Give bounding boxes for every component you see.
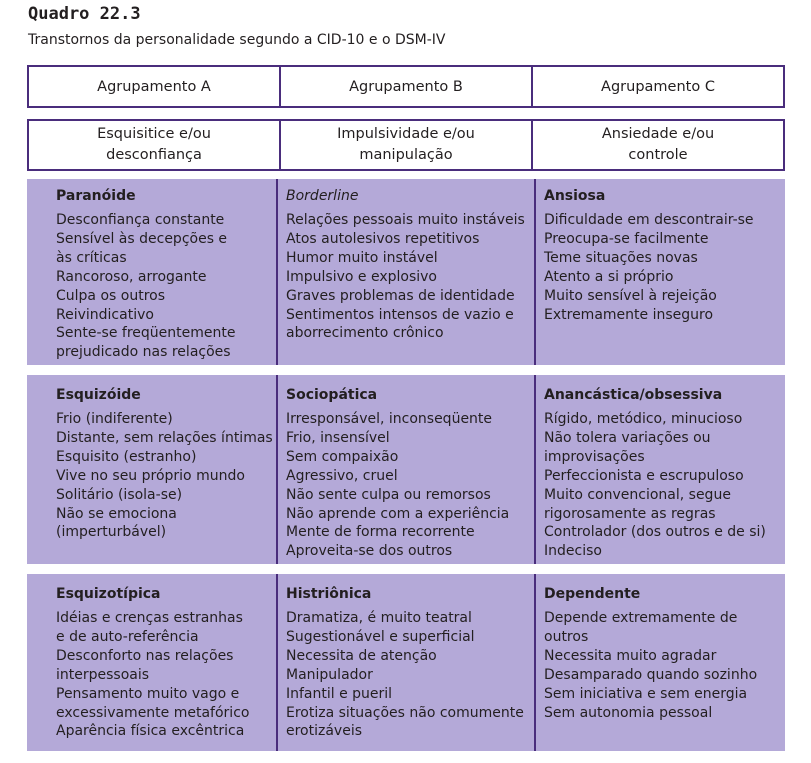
disorder-name: Esquizotípica <box>56 586 161 602</box>
trait-item: Pensamento muito vago e <box>56 685 240 702</box>
trait-item: prejudicado nas relações <box>56 344 231 361</box>
trait-item: Rígido, metódico, minucioso <box>544 411 743 427</box>
trait-item: Atos autolesivos repetitivos <box>286 230 480 247</box>
disorder-sociopatica <box>286 386 509 561</box>
trait-line: Impulsividade e/ou <box>337 126 475 142</box>
trait-item: Humor muito instável <box>286 249 438 266</box>
trait-item: Aparência física excêntrica <box>56 723 245 740</box>
disorder-ansiosa <box>544 187 754 324</box>
disorder-esquizoide <box>56 386 273 542</box>
trait-item: Sem autonomia pessoal <box>544 704 713 721</box>
disorder-name: Borderline <box>286 188 359 204</box>
trait-item: Desamparado quando sozinho <box>544 666 758 683</box>
trait-item: Muito convencional, segue <box>544 486 731 503</box>
trait-item: Teme situações novas <box>544 249 698 266</box>
trait-line: controle <box>628 147 688 163</box>
trait-item: rigorosamente as regras <box>544 505 716 522</box>
group-a-traits <box>28 120 280 170</box>
trait-item: Infantil e pueril <box>286 685 393 702</box>
trait-item: Reivindicativo <box>56 306 154 323</box>
trait-item: improvisações <box>544 448 645 465</box>
trait-item: Irresponsável, inconseqüente <box>286 411 493 427</box>
trait-item: Culpa os outros <box>56 287 165 304</box>
trait-item: e de auto-referência <box>56 628 199 645</box>
trait-item: Sensível às decepções e <box>56 230 228 247</box>
disorder-name: Anancástica/obsessiva <box>544 387 723 403</box>
row-separator <box>27 564 785 574</box>
trait-item: Desconforto nas relações <box>56 647 234 664</box>
trait-item: Não sente culpa ou remorsos <box>286 486 491 503</box>
trait-item: Relações pessoais muito instáveis <box>286 212 525 228</box>
trait-item: Desconfiança constante <box>56 212 225 228</box>
trait-item: Muito sensível à rejeição <box>544 287 717 304</box>
column-divider <box>276 179 278 365</box>
trait-item: Dificuldade em descontrair-se <box>544 212 754 228</box>
trait-item: (imperturbável) <box>56 524 167 541</box>
trait-item: Depende extremamente de <box>544 610 738 626</box>
trait-item: Graves problemas de identidade <box>286 287 515 304</box>
trait-item: Solitário (isola-se) <box>56 486 183 503</box>
table-number: Quadro 22.3 <box>28 4 141 24</box>
column-divider <box>276 375 278 564</box>
trait-item: Rancoroso, arrogante <box>56 268 207 285</box>
trait-item: Impulsivo e explosivo <box>286 268 437 285</box>
disorder-name: Esquizóide <box>56 387 141 403</box>
trait-item: Não aprende com a experiência <box>286 505 510 522</box>
column-divider <box>534 375 536 564</box>
group-c-traits <box>532 120 784 170</box>
trait-item: Dramatiza, é muito teatral <box>286 610 472 626</box>
trait-item: Necessita muito agradar <box>544 647 717 664</box>
trait-item: Sugestionável e superficial <box>286 628 475 645</box>
trait-item: Manipulador <box>286 666 373 683</box>
disorder-name: Ansiosa <box>544 188 606 204</box>
trait-item: Atento a si próprio <box>544 268 674 285</box>
table-caption: Transtornos da personalidade segundo a CID-10 e o DSM-IV <box>28 32 446 48</box>
trait-item: Idéias e crenças estranhas <box>56 610 243 626</box>
trait-item: Agressivo, cruel <box>286 467 398 484</box>
disorder-name: Paranóide <box>56 188 136 204</box>
trait-item: Sente-se freqüentemente <box>56 325 236 342</box>
trait-item: Mente de forma recorrente <box>286 524 475 541</box>
trait-item: Perfeccionista e escrupuloso <box>544 467 744 484</box>
disorder-borderline <box>286 187 525 343</box>
group-header-row <box>27 65 785 108</box>
group-b-traits <box>280 120 532 170</box>
trait-line: Esquisitice e/ou <box>97 126 211 142</box>
trait-item: Vive no seu próprio mundo <box>56 467 245 484</box>
trait-item: Não tolera variações ou <box>544 429 711 446</box>
trait-item: Sentimentos intensos de vazio e <box>286 306 514 323</box>
disorders-body <box>27 179 785 751</box>
trait-item: Sem iniciativa e sem energia <box>544 685 748 702</box>
disorder-dependente <box>544 585 757 722</box>
trait-item: Preocupa-se facilmente <box>544 230 709 247</box>
trait-item: Frio (indiferente) <box>56 411 173 427</box>
trait-item: excessivamente metafórico <box>56 704 250 721</box>
trait-item: Distante, sem relações íntimas <box>56 429 273 446</box>
disorder-name: Histriônica <box>286 586 372 602</box>
group-b-header: Agrupamento B <box>280 66 532 107</box>
trait-item: outros <box>544 628 589 645</box>
row-separator <box>27 365 785 375</box>
trait-item: Necessita de atenção <box>286 647 437 664</box>
trait-item: Frio, insensível <box>286 429 390 446</box>
disorder-esquizotipica <box>56 585 249 741</box>
trait-item: Erotiza situações não comumente <box>286 704 524 721</box>
disorder-name: Sociopática <box>286 387 378 403</box>
disorder-anancastica <box>544 386 766 561</box>
trait-item: às críticas <box>56 249 127 266</box>
group-a-header: Agrupamento A <box>28 66 280 107</box>
disorder-paranoide <box>56 187 235 362</box>
trait-item: interpessoais <box>56 666 150 683</box>
trait-item: Não se emociona <box>56 505 177 522</box>
trait-item: Sem compaixão <box>286 448 399 465</box>
group-trait-row <box>27 119 785 171</box>
trait-item: Indeciso <box>544 543 602 560</box>
trait-line: manipulação <box>359 147 453 163</box>
trait-item: Aproveita-se dos outros <box>286 543 453 560</box>
trait-item: erotizáveis <box>286 723 363 740</box>
trait-item: Extremamente inseguro <box>544 306 714 323</box>
trait-line: desconfiança <box>106 147 202 163</box>
column-divider <box>534 574 536 751</box>
disorder-name: Dependente <box>544 586 641 602</box>
column-divider <box>534 179 536 365</box>
trait-line: Ansiedade e/ou <box>601 126 715 142</box>
trait-item: aborrecimento crônico <box>286 325 444 342</box>
trait-item: Controlador (dos outros e de si) <box>544 524 766 541</box>
group-c-header: Agrupamento C <box>532 66 784 107</box>
trait-item: Esquisito (estranho) <box>56 448 197 465</box>
column-divider <box>276 574 278 751</box>
disorder-histrionica <box>286 585 524 741</box>
